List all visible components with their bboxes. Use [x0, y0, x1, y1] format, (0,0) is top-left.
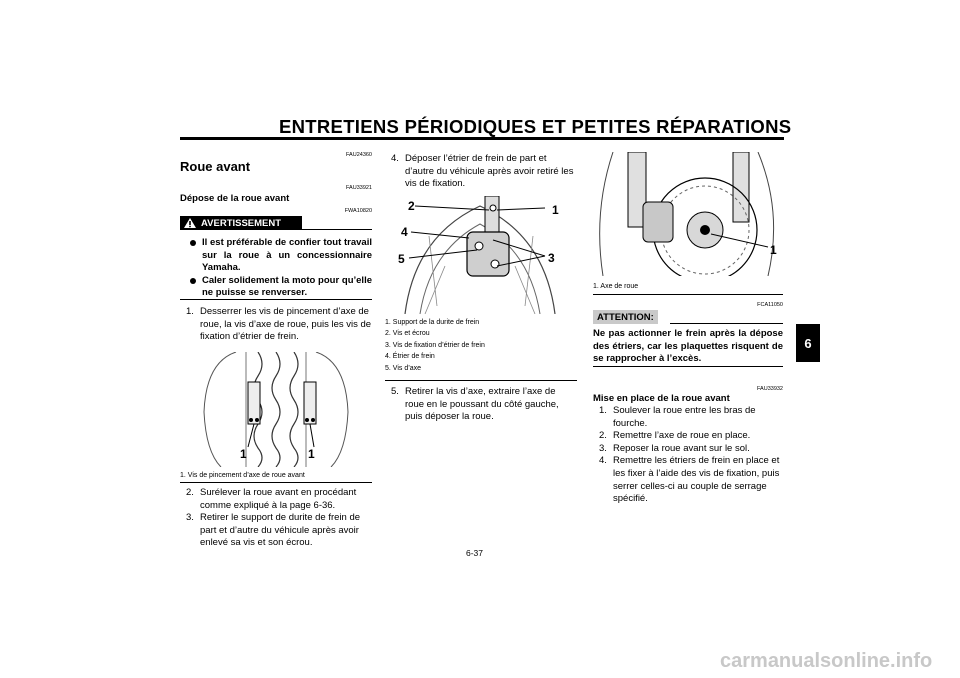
step-item: 2. Surélever la roue avant en procédant comme expliqué à la page 6-36.: [186, 487, 357, 511]
figure-label: 1: [552, 203, 559, 217]
caption-item: 4. Étrier de frein: [385, 353, 435, 361]
caption-rule: [385, 380, 577, 381]
figure-label: 1: [770, 243, 777, 257]
figure-label: 2: [408, 199, 415, 213]
attention-code: FCA11050: [757, 302, 783, 308]
warning-triangle-icon: [183, 217, 197, 229]
warning-rule-top: [302, 229, 372, 230]
figure-label: 1: [240, 447, 247, 461]
step-4: 4. Déposer l’étrier de frein de part et d’autre du véhicule après avoir retiré les vis de fixation.: [391, 153, 574, 190]
figure-label: 4: [401, 225, 408, 239]
figure-caption: 1. Axe de roue: [593, 283, 639, 290]
caption-item: 1. Support de la durite de frein: [385, 319, 480, 326]
header-rule: [180, 137, 784, 140]
watermark: carmanualsonline.info: [720, 650, 933, 672]
figure-label: 1: [308, 447, 315, 461]
step-item: 3. Reposer la roue avant sur le sol.: [599, 442, 750, 454]
warning-list: [186, 237, 372, 300]
warning-label: AVERTISSEMENT: [201, 217, 282, 229]
warning-item: Il est préférable de confier tout travail sur la roue à un concessionnaire Yamaha.: [186, 237, 372, 275]
bullet-icon: [190, 278, 196, 284]
wheel-axle-figure: [593, 152, 783, 276]
attention-text: Ne pas actionner le frein après la dépose des étriers, car les plaquettes risquent de se rapprocher à l’excès.: [593, 328, 783, 365]
step-1: 1. Desserrer les vis de pincement d’axe de roue, la vis d’axe de roue, puis les vis de fixation d’étrier de frein.: [186, 306, 372, 343]
warning-item: Caler solidement la moto pour qu’elle ne puisse se renverser.: [186, 275, 372, 300]
figure-label: 5: [398, 252, 405, 266]
step-item: 2. Remettre l’axe de roue en place.: [599, 430, 751, 442]
sub-title: Dépose de la roue avant: [180, 193, 290, 204]
attention-rule-top: [670, 323, 783, 324]
figure-caption: 1. Vis de pincement d’axe de roue avant: [180, 472, 305, 479]
attention-rule-bottom: [593, 366, 783, 367]
caption-rule: [180, 482, 372, 483]
page-title: ENTRETIENS PÉRIODIQUES ET PETITES RÉPARATIONS: [279, 116, 792, 137]
mount-title: Mise en place de la roue avant: [593, 393, 730, 404]
mount-steps-list: [593, 405, 783, 506]
warning-banner: [180, 216, 302, 230]
fork-pinch-bolts-figure: [196, 352, 356, 467]
figure-label: 3: [548, 251, 555, 265]
page-number: 6-37: [466, 548, 484, 558]
caption-list: [385, 317, 577, 374]
caption-item: 5. Vis d’axe: [385, 364, 422, 372]
bullet-icon: [190, 240, 196, 246]
step-5: 5. Retirer la vis d’axe, extraire l’axe de roue en le poussant du côté gauche, puis déposer la roue.: [391, 386, 559, 423]
mount-code: FAU33932: [757, 386, 783, 392]
step-item: 1. Soulever la roue entre les bras de fourche.: [599, 405, 756, 429]
steps-list: [180, 487, 372, 550]
step-item: 3. Retirer le support de durite de frein de part et d’autre du véhicule après avoir enlevé sa vis et son écrou.: [186, 512, 361, 549]
section-title: Roue avant: [180, 159, 251, 174]
warning-rule-bottom: [180, 299, 372, 300]
caption-rule: [593, 294, 783, 295]
warning-code: FWA10820: [344, 208, 372, 214]
section-code: FAU24360: [346, 152, 372, 158]
caption-item: 3. Vis de fixation d’étrier de frein: [385, 341, 485, 349]
step-item: 4. Remettre les étriers de frein en place et les fixer à l’aide des vis de fixation, puis serrer celles-ci au couple de serrage spécifié.: [599, 455, 780, 505]
sub-code: FAU33921: [346, 185, 372, 191]
chapter-tab[interactable]: 6: [796, 324, 820, 362]
attention-banner: ATTENTION:: [593, 310, 658, 324]
caption-item: 2. Vis et écrou: [385, 330, 430, 338]
